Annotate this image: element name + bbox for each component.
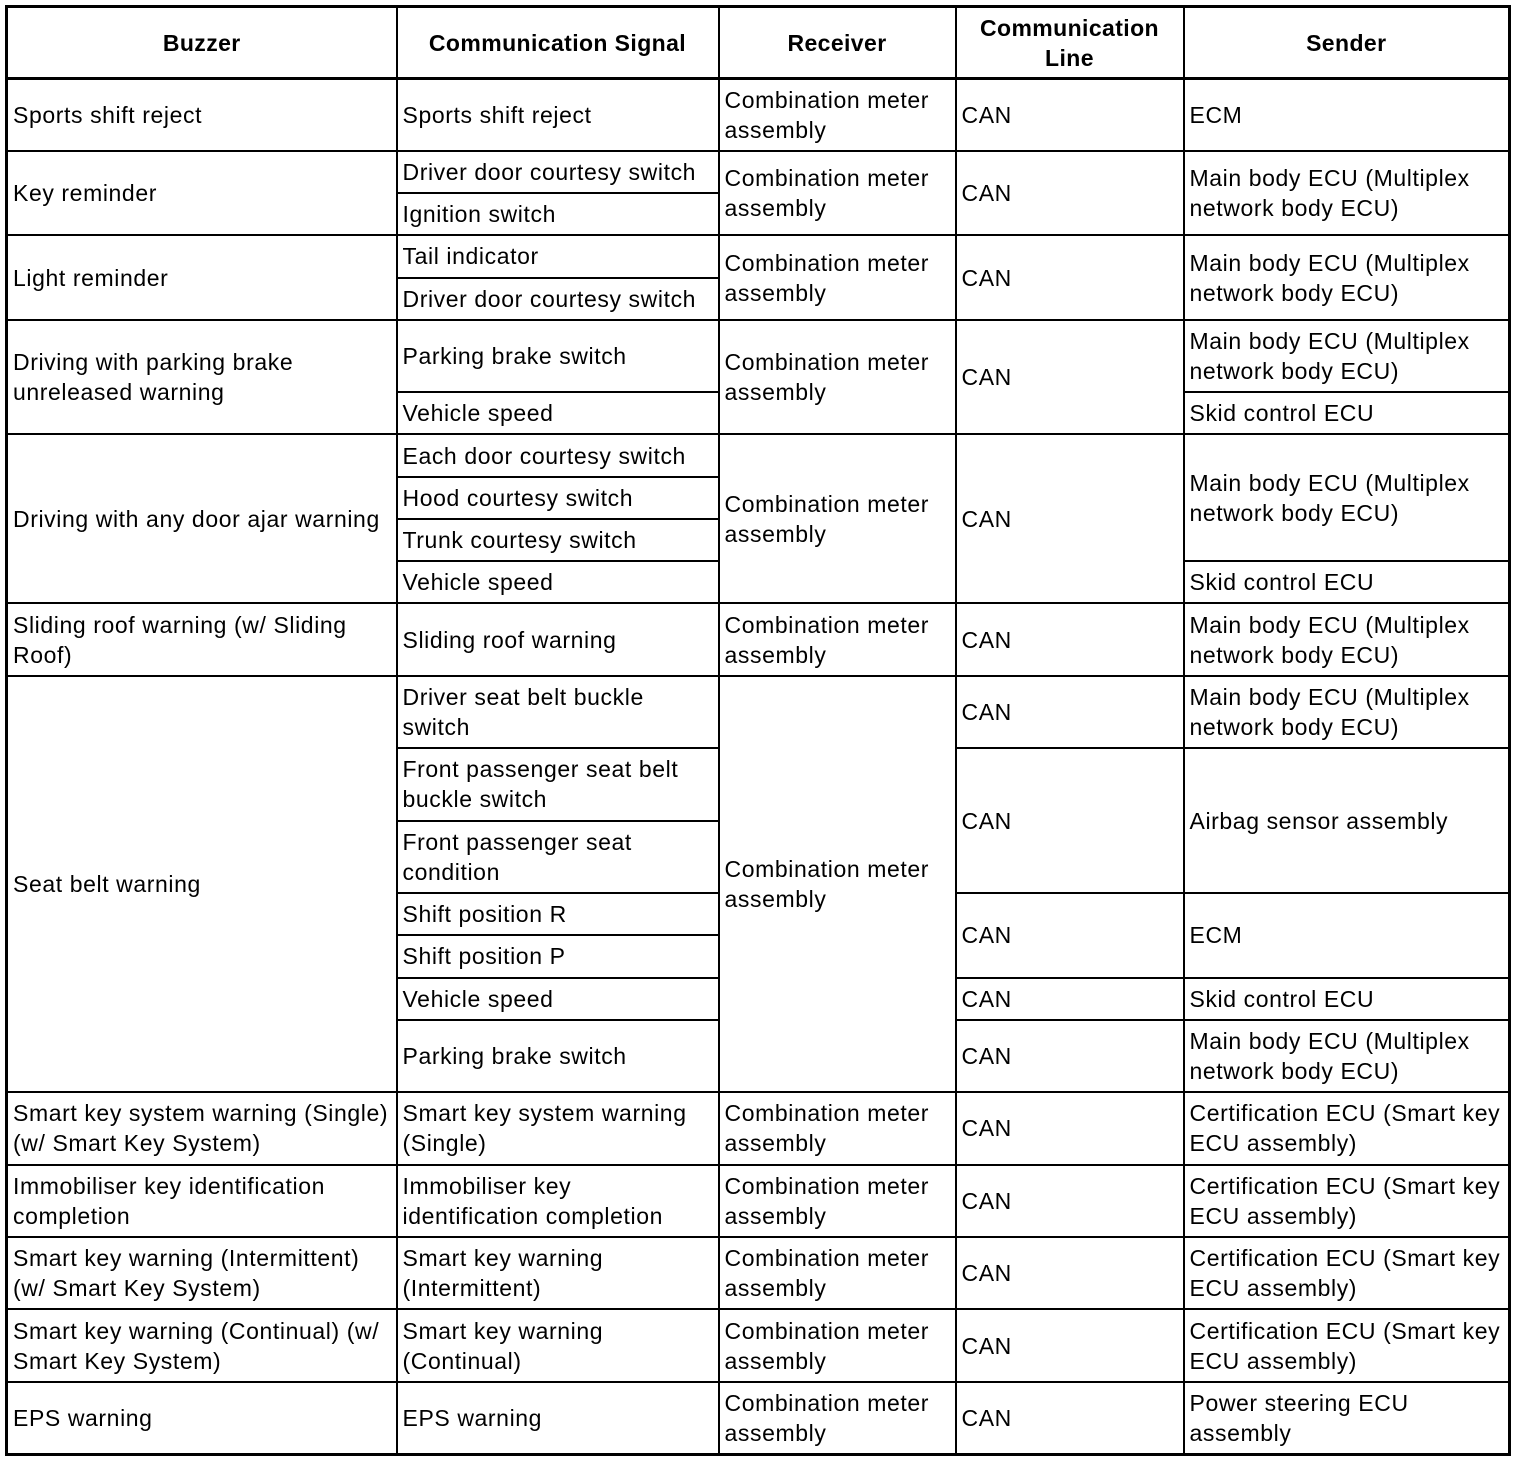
signal-cell: Parking brake switch — [397, 1020, 719, 1092]
line-cell: CAN — [956, 151, 1184, 235]
table-row — [7, 1237, 1510, 1309]
buzzer-cell: Light reminder — [7, 235, 397, 319]
line-cell: CAN — [956, 748, 1184, 893]
line-cell: CAN — [956, 1092, 1184, 1164]
line-cell: CAN — [956, 676, 1184, 748]
signal-cell: Tail indicator — [397, 235, 719, 277]
receiver-cell: Combination meter assembly — [719, 434, 956, 603]
receiver-cell: Combination meter assembly — [719, 235, 956, 319]
receiver-cell: Combination meter assembly — [719, 1309, 956, 1381]
receiver-cell: Combination meter assembly — [719, 320, 956, 435]
buzzer-cell: Seat belt warning — [7, 676, 397, 1092]
line-cell: CAN — [956, 978, 1184, 1020]
signal-cell: Front passenger seat belt buckle switch — [397, 748, 719, 820]
signal-cell: Shift position R — [397, 893, 719, 935]
signal-cell: Driver seat belt buckle switch — [397, 676, 719, 748]
buzzer-cell: Smart key warning (Intermittent) (w/ Smart Key System) — [7, 1237, 397, 1309]
table-row — [7, 1382, 1510, 1455]
sender-cell: Main body ECU (Multiplex network body ECU) — [1184, 235, 1510, 319]
line-cell: CAN — [956, 1020, 1184, 1092]
buzzer-cell: Driving with parking brake unreleased warning — [7, 320, 397, 435]
signal-cell: Each door courtesy switch — [397, 434, 719, 476]
signal-cell: Immobiliser key identification completion — [397, 1165, 719, 1237]
table-row — [7, 1309, 1510, 1381]
receiver-cell: Combination meter assembly — [719, 603, 956, 675]
sender-cell: Main body ECU (Multiplex network body ECU) — [1184, 434, 1510, 561]
receiver-cell: Combination meter assembly — [719, 1165, 956, 1237]
line-cell: CAN — [956, 1237, 1184, 1309]
signal-cell: Driver door courtesy switch — [397, 278, 719, 320]
sender-cell: ECM — [1184, 893, 1510, 977]
header-sender: Sender — [1184, 7, 1510, 79]
signal-cell: Vehicle speed — [397, 392, 719, 434]
signal-cell: Front passenger seat condition — [397, 821, 719, 893]
signal-cell: Smart key system warning (Single) — [397, 1092, 719, 1164]
signal-cell: Sports shift reject — [397, 79, 719, 151]
table-row — [7, 235, 1510, 277]
line-cell: CAN — [956, 1309, 1184, 1381]
sender-cell: Main body ECU (Multiplex network body ECU) — [1184, 603, 1510, 675]
receiver-cell: Combination meter assembly — [719, 151, 956, 235]
buzzer-cell: Sliding roof warning (w/ Sliding Roof) — [7, 603, 397, 675]
table-row — [7, 79, 1510, 151]
buzzer-cell: Immobiliser key identification completion — [7, 1165, 397, 1237]
header-buzzer: Buzzer — [7, 7, 397, 79]
signal-cell: Shift position P — [397, 935, 719, 977]
buzzer-cell: Sports shift reject — [7, 79, 397, 151]
line-cell: CAN — [956, 320, 1184, 435]
buzzer-cell: Key reminder — [7, 151, 397, 235]
signal-cell: Vehicle speed — [397, 561, 719, 603]
sender-cell: Certification ECU (Smart key ECU assembly) — [1184, 1165, 1510, 1237]
sender-cell: Skid control ECU — [1184, 978, 1510, 1020]
signal-cell: Smart key warning (Intermittent) — [397, 1237, 719, 1309]
sender-cell: Airbag sensor assembly — [1184, 748, 1510, 893]
sender-cell: Certification ECU (Smart key ECU assembly) — [1184, 1237, 1510, 1309]
receiver-cell: Combination meter assembly — [719, 676, 956, 1092]
signal-cell: EPS warning — [397, 1382, 719, 1455]
line-cell: CAN — [956, 434, 1184, 603]
sender-cell: ECM — [1184, 79, 1510, 151]
buzzer-cell: Driving with any door ajar warning — [7, 434, 397, 603]
buzzer-cell: Smart key system warning (Single) (w/ Smart Key System) — [7, 1092, 397, 1164]
header-receiver: Receiver — [719, 7, 956, 79]
buzzer-cell: Smart key warning (Continual) (w/ Smart Key System) — [7, 1309, 397, 1381]
sender-cell: Main body ECU (Multiplex network body ECU) — [1184, 320, 1510, 392]
line-cell: CAN — [956, 235, 1184, 319]
buzzer-communication-table — [5, 5, 1511, 1456]
signal-cell: Ignition switch — [397, 193, 719, 235]
table-row — [7, 320, 1510, 392]
line-cell: CAN — [956, 603, 1184, 675]
receiver-cell: Combination meter assembly — [719, 79, 956, 151]
table-row — [7, 151, 1510, 193]
line-cell: CAN — [956, 1382, 1184, 1455]
header-row — [7, 7, 1510, 79]
sender-cell: Power steering ECU assembly — [1184, 1382, 1510, 1455]
signal-cell: Hood courtesy switch — [397, 477, 719, 519]
sender-cell: Main body ECU (Multiplex network body ECU) — [1184, 151, 1510, 235]
header-communication-line: Communication Line — [956, 7, 1184, 79]
sender-cell: Skid control ECU — [1184, 561, 1510, 603]
signal-cell: Trunk courtesy switch — [397, 519, 719, 561]
line-cell: CAN — [956, 79, 1184, 151]
sender-cell: Main body ECU (Multiplex network body ECU) — [1184, 676, 1510, 748]
line-cell: CAN — [956, 1165, 1184, 1237]
signal-cell: Smart key warning (Continual) — [397, 1309, 719, 1381]
sender-cell: Certification ECU (Smart key ECU assembly) — [1184, 1092, 1510, 1164]
sender-cell: Certification ECU (Smart key ECU assembly) — [1184, 1309, 1510, 1381]
table-row — [7, 1092, 1510, 1164]
buzzer-cell: EPS warning — [7, 1382, 397, 1455]
sender-cell: Main body ECU (Multiplex network body ECU) — [1184, 1020, 1510, 1092]
header-communication-signal: Communication Signal — [397, 7, 719, 79]
sender-cell: Skid control ECU — [1184, 392, 1510, 434]
table-row — [7, 676, 1510, 748]
receiver-cell: Combination meter assembly — [719, 1382, 956, 1455]
table-row — [7, 434, 1510, 476]
receiver-cell: Combination meter assembly — [719, 1237, 956, 1309]
table-row — [7, 1165, 1510, 1237]
table-row — [7, 603, 1510, 675]
signal-cell: Sliding roof warning — [397, 603, 719, 675]
signal-cell: Driver door courtesy switch — [397, 151, 719, 193]
line-cell: CAN — [956, 893, 1184, 977]
signal-cell: Parking brake switch — [397, 320, 719, 392]
receiver-cell: Combination meter assembly — [719, 1092, 956, 1164]
signal-cell: Vehicle speed — [397, 978, 719, 1020]
